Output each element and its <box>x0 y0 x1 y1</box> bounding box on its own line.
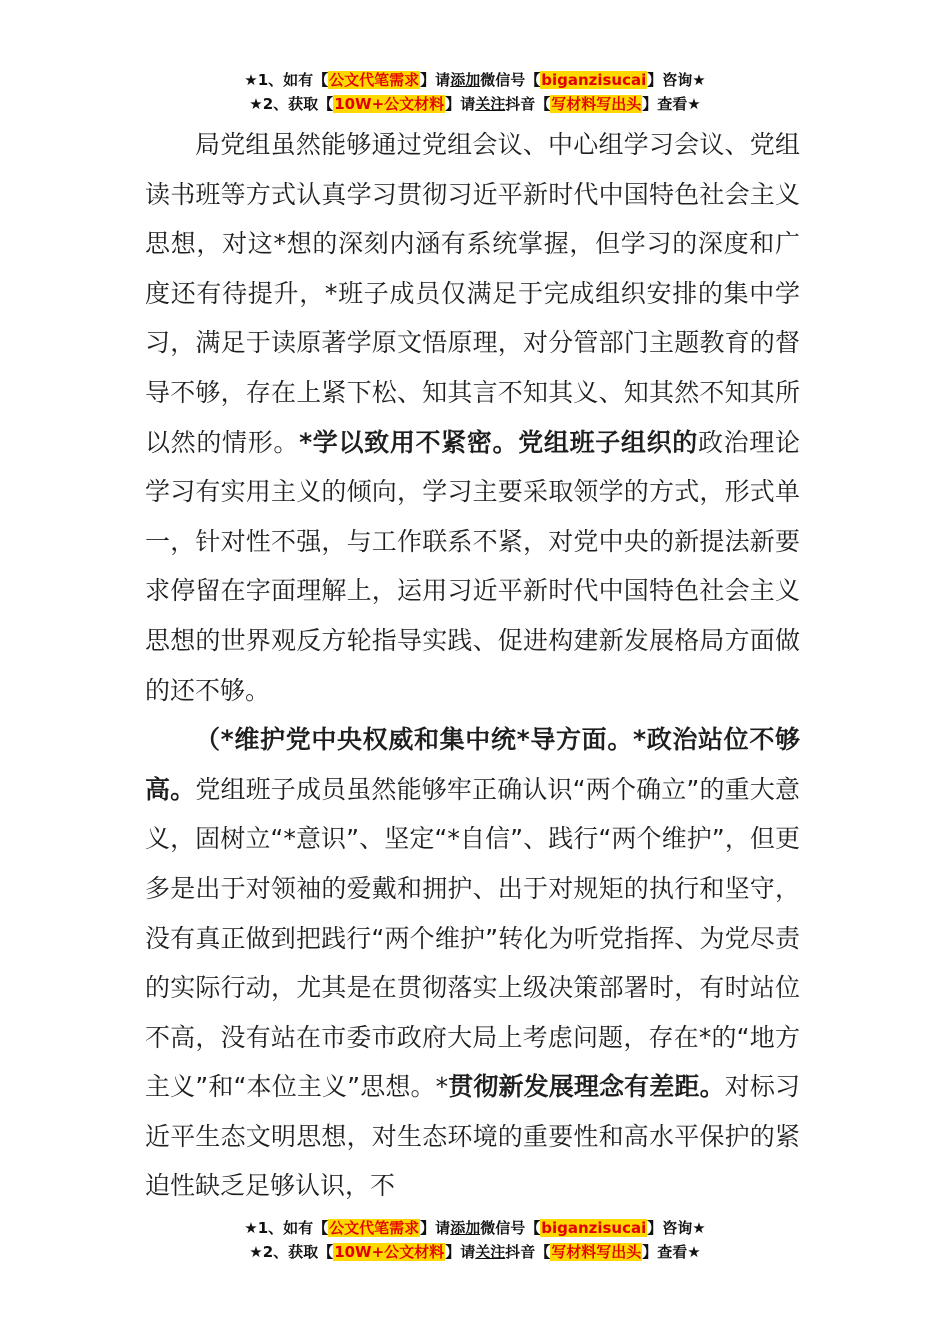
paragraph-heading: （*维护党中央权威和集中统*导方面。*政治站位不够高。 <box>145 725 800 804</box>
wechat-id-highlight: biganzisucai <box>541 71 647 89</box>
banner-highlight: 公文代笔需求 <box>329 1219 420 1237</box>
paragraph-text: 对标习近平生态文明思想，对生态环境的重要性和高水平保护的紧迫性缺乏足够认识，不 <box>145 1072 800 1201</box>
paragraph-heading: *学以致用不紧密。 <box>299 427 519 457</box>
banner-highlight: 10W+公文材料 <box>334 95 445 113</box>
banner-text: 】查看★ <box>642 1243 701 1261</box>
banner-underlined: 添加 <box>450 71 481 89</box>
paragraph-heading: 党组班子组织的 <box>518 427 698 457</box>
paragraph-2 <box>145 715 800 1211</box>
banner-text: 抖音【 <box>505 95 551 113</box>
paragraph-text: 局党组虽然能够通过党组会议、中心组学习会议、党组读书班等方式认真学习贯彻习近平新时代中国特色社会主义思想，对这*想的深刻内涵有系统掌握，但学习的深度和广度还有待提升，*班子成员仅满足于完成组织安排的集中学习，满足于读原著学原文悟原理，对分管部门主题教育的督导不够，存在上紧下松、知其言不知其义、知其然不知其所以然的情形。 <box>145 130 800 457</box>
banner-text: 】咨询★ <box>647 71 706 89</box>
banner-text: ★2、获取【 <box>249 1243 334 1261</box>
banner-line-1 <box>0 1216 950 1240</box>
douyin-id-highlight: 写材料写出头 <box>551 1243 642 1261</box>
banner-underlined: 关注 <box>475 95 506 113</box>
banner-highlight: 10W+公文材料 <box>334 1243 445 1261</box>
banner-text: ★1、如有【 <box>244 1219 329 1237</box>
banner-text: ★2、获取【 <box>249 95 334 113</box>
douyin-id-highlight: 写材料写出头 <box>551 95 642 113</box>
paragraph-1 <box>145 120 800 715</box>
banner-text: 】请 <box>445 1243 476 1261</box>
banner-underlined: 添加 <box>450 1219 481 1237</box>
wechat-id-highlight: biganzisucai <box>541 1219 647 1237</box>
banner-highlight: 公文代笔需求 <box>329 71 420 89</box>
banner-text: 】查看★ <box>642 95 701 113</box>
banner-text: 】请 <box>420 71 451 89</box>
banner-line-2 <box>0 92 950 116</box>
paragraph-text: 党组班子成员虽然能够牢正确认识“两个确立”的重大意义，固树立“*意识”、坚定“*自信”、践行“两个维护”，但更多是出于对领袖的爱戴和拥护、出于对规矩的执行和坚守，没有真正做到把践行“两个维护”转化为听党指挥、为党尽责的实际行动，尤其是在贯彻落实上级决策部署时，有时站位不高，没有站在市委市政府大局上考虑问题，存在*的“地方主义”和“本位主义”思想。* <box>145 774 800 1102</box>
top-banner <box>0 68 950 116</box>
banner-line-1 <box>0 68 950 92</box>
banner-line-2 <box>0 1240 950 1264</box>
banner-text: 微信号【 <box>480 1219 541 1237</box>
banner-underlined: 关注 <box>475 1243 506 1261</box>
banner-text: ★1、如有【 <box>244 71 329 89</box>
banner-text: 】请 <box>445 95 476 113</box>
banner-text: 抖音【 <box>505 1243 551 1261</box>
document-body <box>145 120 800 1211</box>
paragraph-heading: 贯彻新发展理念有差距。 <box>448 1072 725 1102</box>
bottom-banner <box>0 1216 950 1264</box>
banner-text: 】咨询★ <box>647 1219 706 1237</box>
paragraph-text: 政治理论学习有实用主义的倾向，学习主要采取领学的方式，形式单一，针对性不强，与工作联系不紧，对党中央的新提法新要求停留在字面理解上，运用习近平新时代中国特色社会主义思想的世界观反方轮指导实践、促进构建新发展格局方面做的还不够。 <box>145 427 800 705</box>
banner-text: 】请 <box>420 1219 451 1237</box>
banner-text: 微信号【 <box>480 71 541 89</box>
